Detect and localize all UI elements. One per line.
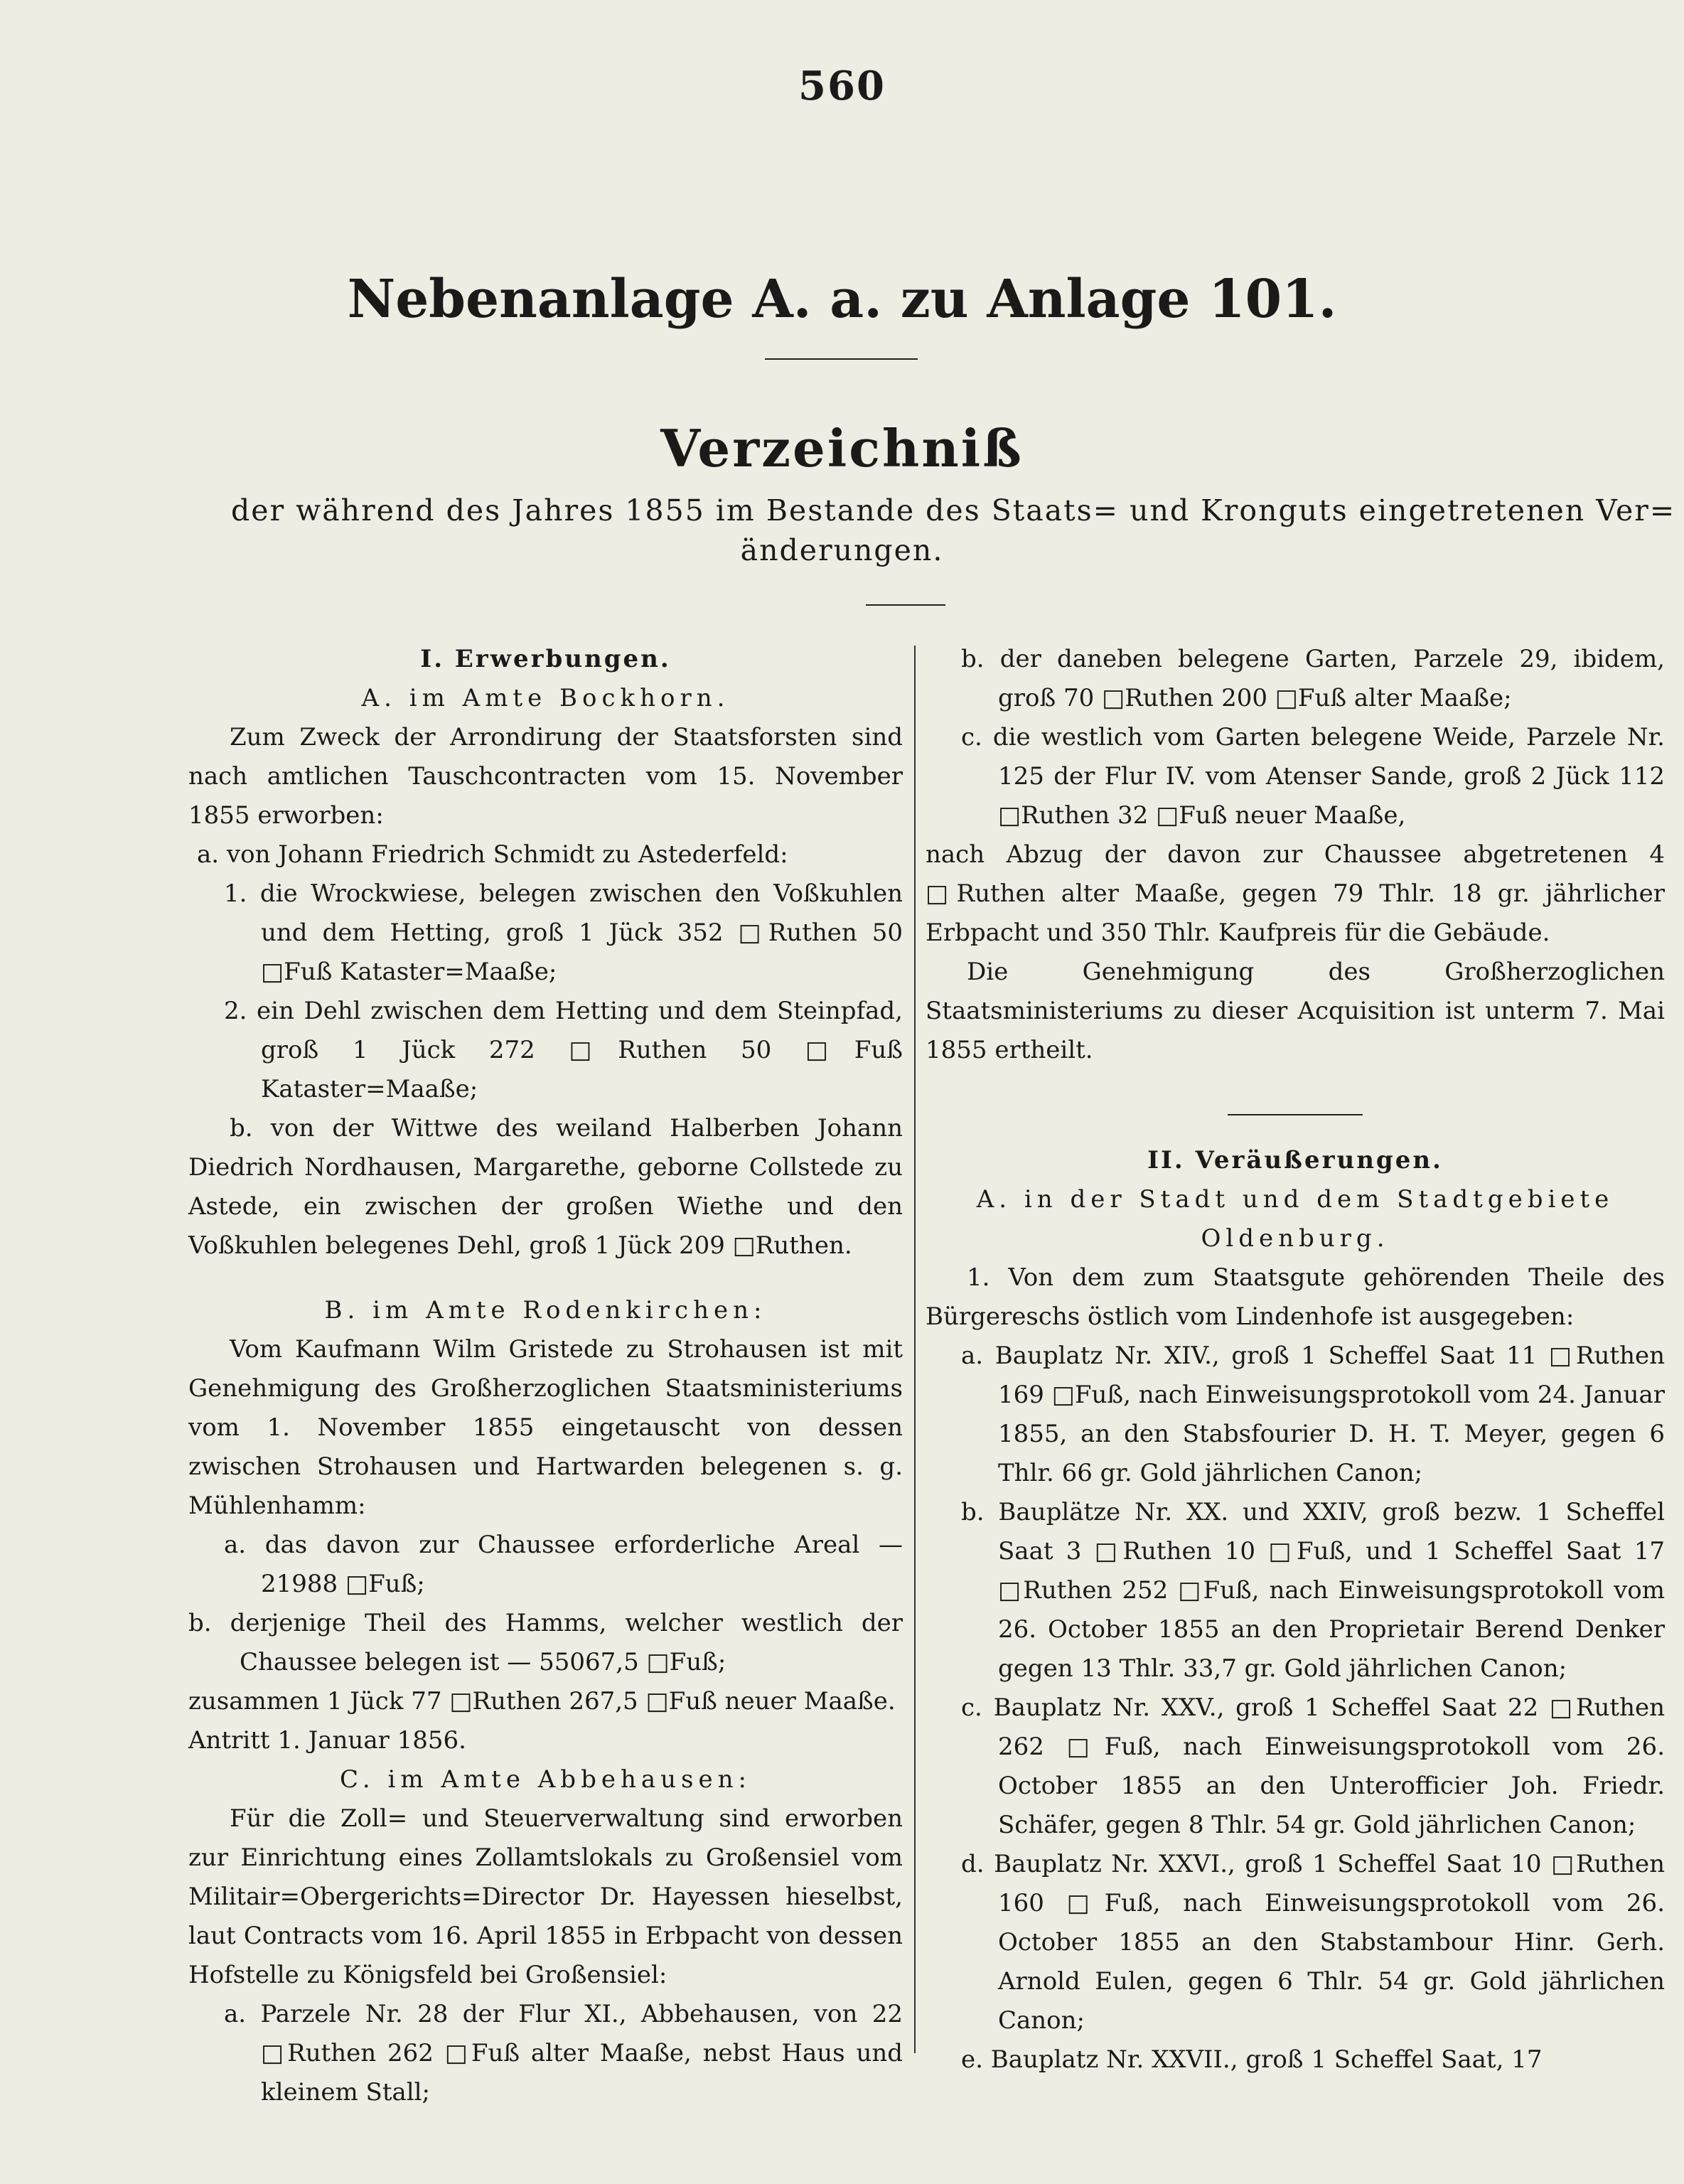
list-item: a. das davon zur Chaussee erforderliche Areal — 21988 □Fuß; bbox=[224, 1531, 903, 1598]
list-item: a. von Johann Friedrich Schmidt zu Astederfeld: bbox=[197, 840, 788, 869]
subtitle-line-1: der während des Jahres 1855 im Bestande des Staats= und Kronguts eingetretenen Ver= bbox=[231, 493, 1676, 528]
list-item: a. Parzele Nr. 28 der Flur XI., Abbehausen, von 22 □Ruthen 262 □Fuß alter Maaße, nebst Haus und kleinem Stall; bbox=[224, 2000, 903, 2107]
list-item: c. die westlich vom Garten belegene Weide, Parzele Nr. 125 der Flur IV. vom Atenser Sande, groß 2 Jück 112 □Ruthen 32 □Fuß neuer Maaße, bbox=[961, 723, 1665, 830]
subsection-heading: B. im Amte Rodenkirchen: bbox=[324, 1296, 767, 1324]
list-item: 1. die Wrockwiese, belegen zwischen den Voßkuhlen und dem Hetting, groß 1 Jück 352 □Ruthen 50 □Fuß Kataster=Maaße; bbox=[224, 879, 903, 986]
section-heading-acquisitions: I. Erwerbungen. bbox=[420, 645, 671, 673]
list-item: c. Bauplatz Nr. XXV., groß 1 Scheffel Saat 22 □Ruthen 262 □Fuß, nach Einweisungsprotokoll vom 26. October 1855 an den Unterofficier Joh. Friedr. Schäfer, gegen 8 Thlr. 54 gr. Gold jährlichen Canon; bbox=[961, 1693, 1665, 1839]
paragraph: Für die Zoll= und Steuerverwaltung sind erworben zur Einrichtung eines Zollamtslokals zu Großensiel vom Militair=Obergerichts=Director Dr. Hayessen hieselbst, laut Contracts vom 16. April 1855 in Erbpacht von dessen Hofstelle zu Königsfeld bei Großensiel: bbox=[188, 1804, 903, 1989]
subsection-heading: A. in der Stadt und dem Stadtgebiete Oldenburg. bbox=[976, 1185, 1614, 1253]
list-item: 2. ein Dehl zwischen dem Hetting und dem Steinpfad, groß 1 Jück 272 □Ruthen 50 □Fuß Kataster=Maaße; bbox=[224, 997, 903, 1103]
section-heading-disposals: II. Veräußerungen. bbox=[1147, 1146, 1443, 1174]
paragraph: b. von der Wittwe des weiland Halberben Johann Diedrich Nordhausen, Margarethe, geborne Collstede zu Astede, ein zwischen der großen Wiethe und den Voßkuhlen belegenes Dehl, groß 1 Jück 209 □Ruthen. bbox=[188, 1114, 903, 1260]
subtitle-line-2: änderungen. bbox=[740, 533, 944, 567]
paragraph: Antritt 1. Januar 1856. bbox=[188, 1726, 466, 1755]
paragraph: Zum Zweck der Arrondirung der Staatsforsten sind nach amtlichen Tauschcontracten vom 15. November 1855 erworben: bbox=[188, 723, 903, 830]
right-column bbox=[926, 640, 1665, 2079]
paragraph: Die Genehmigung des Großherzoglichen Staatsministeriums zu dieser Acquisition ist unterm 7. Mai 1855 ertheilt. bbox=[926, 958, 1665, 1064]
list-item: b. Bauplätze Nr. XX. und XXIV, groß bezw. 1 Scheffel Saat 3 □Ruthen 10 □Fuß, und 1 Scheffel Saat 17 □Ruthen 252 □Fuß, nach Einweisungsprotokoll vom 26. October 1855 an den Proprietair Berend Denker gegen 13 Thlr. 33,7 gr. Gold jährlichen Canon; bbox=[961, 1498, 1665, 1683]
paragraph: nach Abzug der davon zur Chaussee abgetretenen 4 □Ruthen alter Maaße, gegen 79 Thlr. 18 gr. jährlicher Erbpacht und 350 Thlr. Kaufpreis für die Gebäude. bbox=[926, 840, 1665, 947]
list-item: a. Bauplatz Nr. XIV., groß 1 Scheffel Saat 11 □Ruthen 169 □Fuß, nach Einweisungsprotokoll vom 24. Januar 1855, an den Stabsfourier D. H. T. Meyer, gegen 6 Thlr. 66 gr. Gold jährlichen Canon; bbox=[961, 1342, 1665, 1487]
subsection-heading: A. im Amte Bockhorn. bbox=[361, 684, 730, 712]
paragraph: Vom Kaufmann Wilm Gristede zu Strohausen ist mit Genehmigung des Großherzoglichen Staatsministeriums vom 1. November 1855 eingetauscht von dessen zwischen Strohausen und Hartwarden belegenen s. g. Mühlenhamm: bbox=[188, 1335, 903, 1520]
subsection-heading: C. im Amte Abbehausen: bbox=[340, 1765, 751, 1794]
subtitle-rule bbox=[866, 604, 945, 606]
left-column bbox=[188, 640, 903, 2112]
list-item: b. derjenige Theil des Hamms, welcher westlich der Chaussee belegen ist — 55067,5 □Fuß; bbox=[188, 1609, 903, 1676]
column-divider bbox=[914, 646, 916, 2053]
paragraph: zusammen 1 Jück 77 □Ruthen 267,5 □Fuß neuer Maaße. bbox=[188, 1687, 896, 1715]
title-rule bbox=[765, 358, 918, 360]
page-title: Nebenanlage A. a. zu Anlage 101. bbox=[347, 269, 1337, 330]
list-item: d. Bauplatz Nr. XXVI., groß 1 Scheffel Saat 10 □Ruthen 160 □Fuß, nach Einweisungsprotokoll vom 26. October 1855 an den Stabstambour Hinr. Gerh. Arnold Eulen, gegen 6 Thlr. 54 gr. Gold jährlichen Canon; bbox=[961, 1850, 1665, 2035]
list-item: b. der daneben belegene Garten, Parzele 29, ibidem, groß 70 □Ruthen 200 □Fuß alter Maaße; bbox=[961, 645, 1665, 712]
page-number: 560 bbox=[798, 63, 886, 109]
paragraph: 1. Von dem zum Staatsgute gehörenden Theile des Bürgereschs östlich vom Lindenhofe ist ausgegeben: bbox=[926, 1263, 1665, 1331]
subtitle: Verzeichniß bbox=[660, 418, 1024, 478]
list-item: e. Bauplatz Nr. XXVII., groß 1 Scheffel Saat, 17 bbox=[961, 2045, 1543, 2074]
